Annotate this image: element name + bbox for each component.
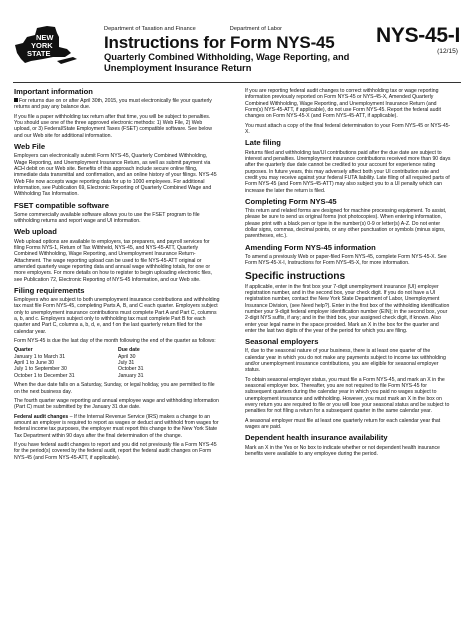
continued-paragraph-2: You must attach a copy of the final federal determination to your Form NYS-45 or NYS-45-X. <box>245 122 451 136</box>
important-paragraph-2: If you file a paper withholding tax return after that time, you will be subject to penalties. You should use one of the three approved electronic methods: 1) Web File, 2) Web upload, or 3) Federal/State Employment Taxes (FSET) compatible software. See below and our Web site for additional information. <box>14 113 212 139</box>
department-taxation: Department of Taxation and Finance <box>104 26 196 32</box>
due-date-cell: April 30 <box>118 353 136 360</box>
due-header-date: Due date <box>118 347 140 354</box>
quarter-cell: July 1 to September 30 <box>14 366 67 373</box>
table-row <box>14 373 182 379</box>
seasonal-paragraph-1: If, due to the seasonal nature of your business, there is at least one quarter of the calendar year in which you do not make any payments subject to income tax withholding and/or unemployment insurance contributions, you are eligible for seasonal employer status. <box>245 348 446 374</box>
quarter-cell: April 1 to June 30 <box>14 360 55 367</box>
continued-paragraph-1: If you are reporting federal audit changes to correct withholding tax or wage reporting information previously reported on Form NYS-45 or NYS-45-X, Amended Quarterly Combined Withholding, Wage Reporting, and Unemployment Insurance Return (and Form(s) NYS-45-ATT, if applicable), do not use Form NYS-45. Report the federal audit changes on Form NYS-45-X (and Form NYS-45-ATT, if applicable). <box>245 88 441 120</box>
amending-heading: Amending Form NYS-45 information <box>245 242 376 252</box>
important-paragraph-1: For returns due on or after April 30th, 2015, you must electronically file your quarterly returns and pay any balance due. <box>14 98 212 111</box>
important-heading: Important information <box>14 87 93 96</box>
due-date-cell: July 31 <box>118 360 135 367</box>
due-header-quarter: Quarter <box>14 347 33 354</box>
web-file-heading: Web File <box>14 142 46 152</box>
specific-instructions-heading: Specific instructions <box>245 270 346 282</box>
right-column <box>245 88 451 460</box>
page-title: Instructions for Form NYS-45 <box>104 33 335 52</box>
web-upload-paragraph: Web upload options are available to employers, tax preparers, and payroll services for filing Forms NYS-1, Return of Tax Withheld, NYS-45, and NYS-45-ATT, Quarterly Combined Withholding, Wage Reporting, and Unemployment Insurance Return-Attachment. The wage reporting upload can be used to file NYS-45-ATT original or amended quarterly wage reporting data and annual wage withholding totals, for one or more employers. For more details on how to register to begin uploading electronic files, see Publication 72, Electronic Reporting of NYS-45 Information, and our Web site. <box>14 238 213 283</box>
page-subtitle: Quarterly Combined Withholding, Wage Reporting, and Unemployment Insurance Return <box>104 51 350 73</box>
quarter-cell: October 1 to December 31 <box>14 372 75 379</box>
late-filing-heading: Late filing <box>245 138 281 148</box>
filing-paragraph-3: When the due date falls on a Saturday, Sunday, or legal holiday, you are permitted to file on the next business day. <box>14 382 215 395</box>
web-file-paragraph: Employers can electronically submit Form NYS-45, Quarterly Combined Withholding, Wage Reporting, and Unemployment Insurance Return, as well as submit payment via ACH debit on our Web site. Benefits of this approach include secure online filing, immediate data transmittal and confirmation, and an online history of your filings. NYS-45 Web File now accepts wage reporting data for up to 1000 employees. For additional information, see Publication 69, Electronic Reporting of Quarterly Combined Wage and Withholding Tax Information. <box>14 153 217 198</box>
logo-text-state: STATE <box>27 49 51 58</box>
due-date-cell: October 31 <box>118 366 144 373</box>
fset-heading: FSET compatible software <box>14 200 109 210</box>
amending-paragraph: To amend a previously Web or paper-filed Form NYS-45, complete Form NYS-45-X. See Form NYS-45-X-I, Instructions for Form NYS-45-X, for more information. <box>245 253 447 267</box>
form-number: NYS-45-I <box>376 24 460 47</box>
previous-filing-paragraph: If you have federal audit changes to report and you did not previously file a Form NYS-45 for the period(s) covered by the federal audit, report the federal audit changes on Form NYS-45 (and Form NYS-45-ATT, if applicable). <box>14 441 217 461</box>
new-york-state-logo <box>13 23 79 69</box>
seasonal-employers-heading: Seasonal employers <box>245 337 319 347</box>
late-filing-paragraph: Returns filed and withholding tax/UI contributions paid after the due date are subject to interest and penalties. Unemployment insurance contributions received more than 90 days after the quarterly due date cannot be credited to your account for experience rating purposes. In future years, this may adversely affect both your UI contribution rate and credit you may receive against your federal FUTA liability. Late filing of all required parts of Form NYS-45 (and Form NYS-45-ATT) may also subject you to a UI penalty which can increase the later the return is filed. <box>245 149 451 194</box>
filing-requirements-heading: Filing requirements <box>14 285 85 295</box>
logo-text-york: YORK <box>31 41 53 50</box>
bullet-square-icon <box>14 98 18 102</box>
filing-paragraph-1: Employers who are subject to both unemployment insurance contributions and withholding tax must file Form NYS-45, completing Parts A, B, and C each quarter. Employers subject only to unemployment insurance contributions must complete Part A and Part C, columns a, b, and c. Employers subject only to withholding tax must complete Part B for each quarter and Part C, columns a, b, d, e, and f on the last quarterly return filed for the calendar year. <box>14 297 220 335</box>
due-date-table <box>14 347 182 379</box>
seasonal-paragraph-2: To obtain seasonal employer status, you must file a Form NYS-45, and mark an X in the seasonal employer box. Thereafter, you are not required to file Form NYS-45 for subsequent quarters during the calendar year in which you paid no wages subject to unemployment insurance and withholding. However, you must mark an X in the box on every return you are required to file or you will lose your seasonal status and be subject to penalties for not filing a return for a subsequent quarter in the same calendar year. <box>245 376 450 415</box>
fset-paragraph: Some commercially available software allows you to use the FSET program to file withholding returns and report wage and UI information. <box>14 211 200 225</box>
filing-paragraph-4: The fourth quarter wage reporting and annual employee wage and withholding information (Part C) must be submitted by the January 31 due date. <box>14 397 219 411</box>
federal-audit-paragraph: Federal audit changes – If the Internal Revenue Service (IRS) makes a change to an amount an employer is required to report as wages or deduct and withhold from wages for federal income tax purposes, the employer must report this change to the New York State Tax Department within 90 days after the final determination of the change. <box>14 413 219 439</box>
revision-date: (12/15) <box>437 48 458 55</box>
specific-instructions-paragraph: If applicable, enter in the first box your 7-digit unemployment insurance (UI) employer registration number, and in the second box, your check digit. If you do not have a UI registration number, contact the New York State Department of Labor, Unemployment Insurance Division, (see Need help?). Enter in the first box of the withholding identification number your 9-digit federal employer identification number (EIN); in the second box, your 2-digit NYS suffix, if any; and in the third box, your assigned check digit, if known. Also enter your legal name in the space provided. Mark an X in the box for the quarter and enter the last two digits of the year of the period for which you are filing. <box>245 283 450 334</box>
completing-paragraph: This return and related forms are designed for machine processing equipment. To assist, please be sure to send us original forms (not photocopies). When entering information, please print with a black pen or type in the number(s) 0-9 or letter(s) A-Z. Do not enter dollar signs, commas, decimal points, or any other punctuation or symbols (minus signs, parentheses, etc.). <box>245 208 447 240</box>
quarter-cell: January 1 to March 31 <box>14 353 66 360</box>
seasonal-paragraph-3: A seasonal employer must file at least one quarterly return for each calendar year that wages are paid. <box>245 417 441 431</box>
filing-paragraph-2: Form NYS-45 is due the last day of the month following the end of the quarter as follows: <box>14 338 216 345</box>
logo-text-new: NEW <box>36 33 54 42</box>
health-insurance-paragraph: Mark an X in the Yes or No box to indicate whether or not dependent health insurance benefits were available to any employee during the period. <box>245 444 440 457</box>
web-upload-heading: Web upload <box>14 227 57 237</box>
left-column <box>14 88 220 464</box>
completing-heading: Completing Form NYS-45 <box>245 196 337 206</box>
due-date-cell: January 31 <box>118 372 144 379</box>
health-insurance-heading: Dependent health insurance availability <box>245 433 388 443</box>
header-divider <box>13 82 461 83</box>
federal-audit-lead: Federal audit changes <box>14 413 69 420</box>
department-line <box>104 26 316 32</box>
department-labor: Department of Labor <box>229 26 283 32</box>
